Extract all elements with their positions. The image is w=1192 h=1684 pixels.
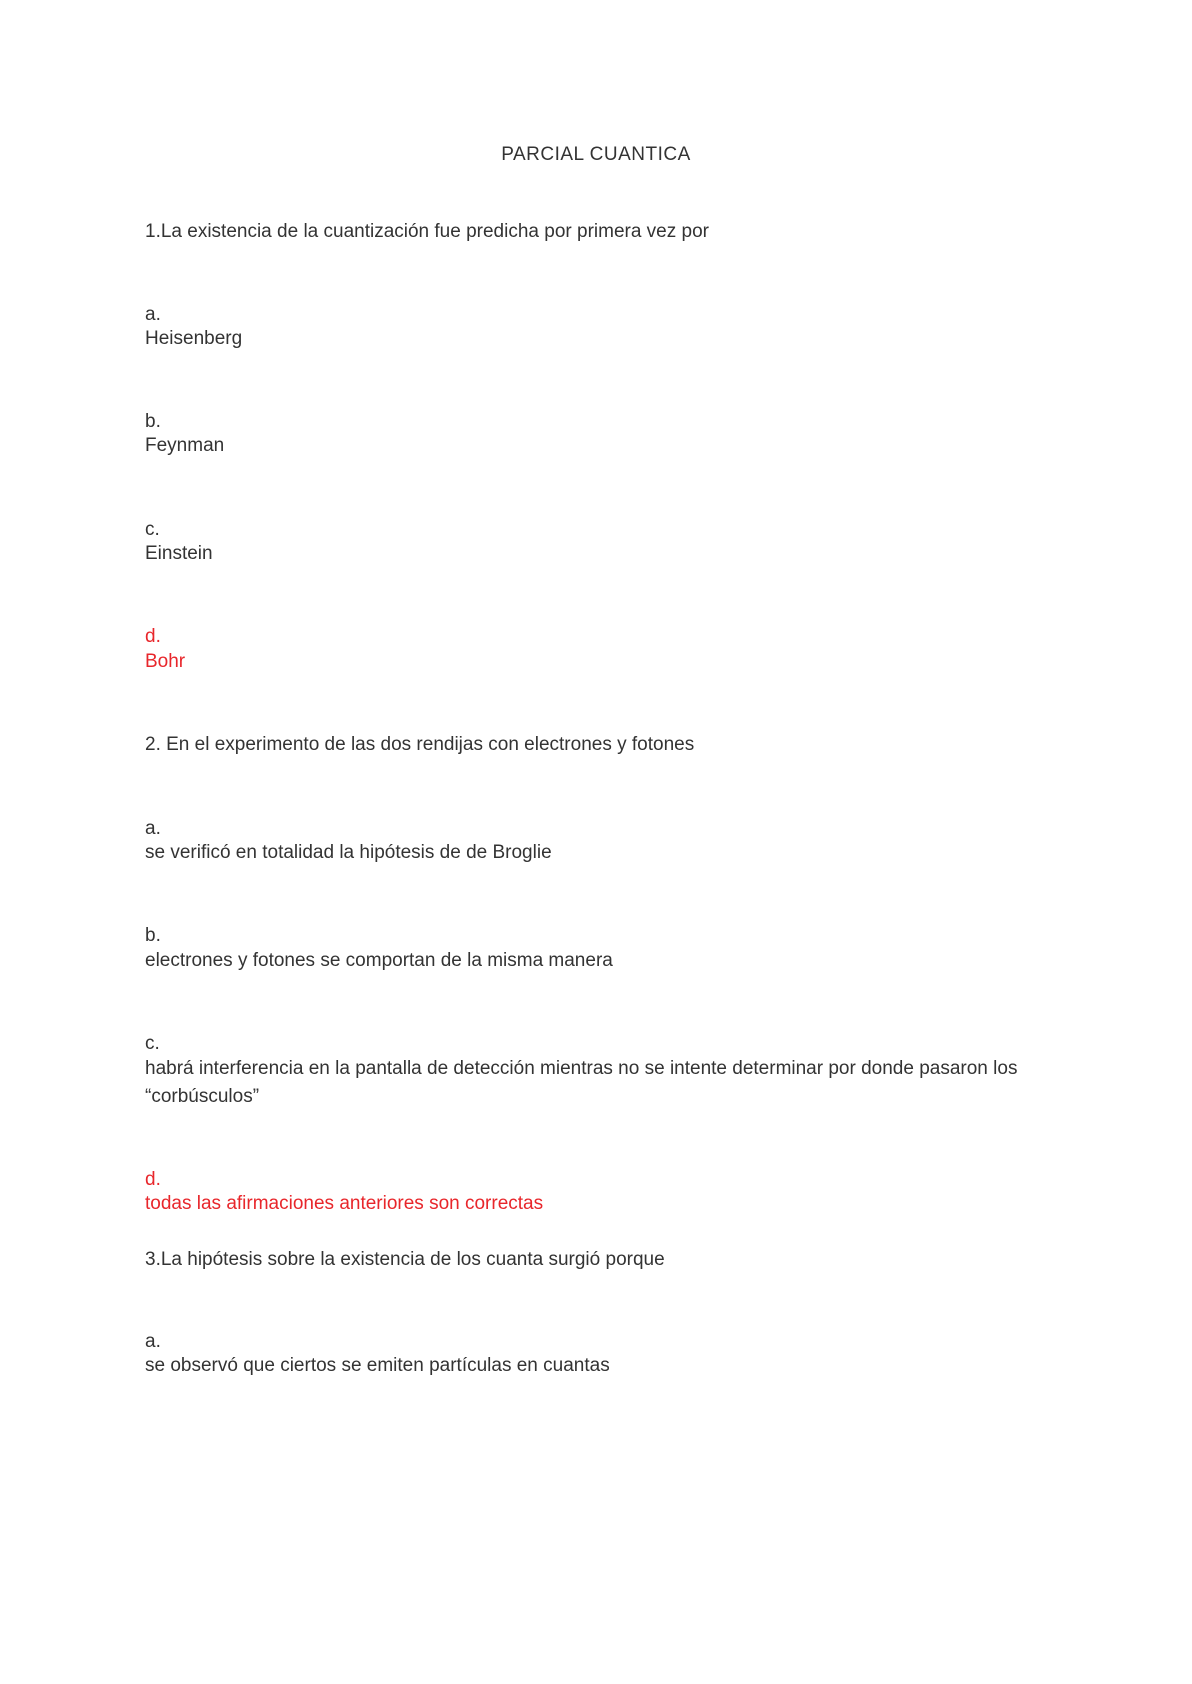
- q1-option-c-letter: c.: [145, 519, 160, 540]
- q2-option-a-text: se verificó en totalidad la hipótesis de de Broglie: [145, 842, 552, 863]
- q1-option-b-letter: b.: [145, 411, 161, 432]
- document-title: PARCIAL CUANTICA: [501, 144, 691, 165]
- q3-option-a-letter: a.: [145, 1331, 161, 1352]
- question-1: 1.La existencia de la cuantización fue predicha por primera vez por: [145, 221, 709, 242]
- q2-option-b-text: electrones y fotones se comportan de la misma manera: [145, 950, 613, 971]
- q1-option-d-text: Bohr: [145, 651, 186, 672]
- q2-option-d-text: todas las afirmaciones anteriores son correctas: [145, 1193, 544, 1214]
- q1-option-b-text: Feynman: [145, 435, 225, 456]
- q1-option-a-letter: a.: [145, 304, 161, 325]
- q1-option-d-letter: d.: [145, 626, 161, 647]
- q1-option-a-text: Heisenberg: [145, 328, 243, 349]
- q3-option-a-text: se observó que ciertos se emiten partículas en cuantas: [145, 1355, 610, 1376]
- question-3: 3.La hipótesis sobre la existencia de los cuanta surgió porque: [145, 1249, 665, 1270]
- q2-option-d-letter: d.: [145, 1169, 161, 1190]
- q2-option-a-letter: a.: [145, 818, 161, 839]
- q1-option-c-text: Einstein: [145, 543, 213, 564]
- question-2: 2. En el experimento de las dos rendijas con electrones y fotones: [145, 734, 695, 755]
- q2-option-c-letter: c.: [145, 1033, 160, 1054]
- q2-option-b-letter: b.: [145, 925, 161, 946]
- q2-option-c-text: habrá interferencia en la pantalla de detección mientras no se intente determinar por donde pasaron los “corbúsculos”: [145, 1058, 1018, 1107]
